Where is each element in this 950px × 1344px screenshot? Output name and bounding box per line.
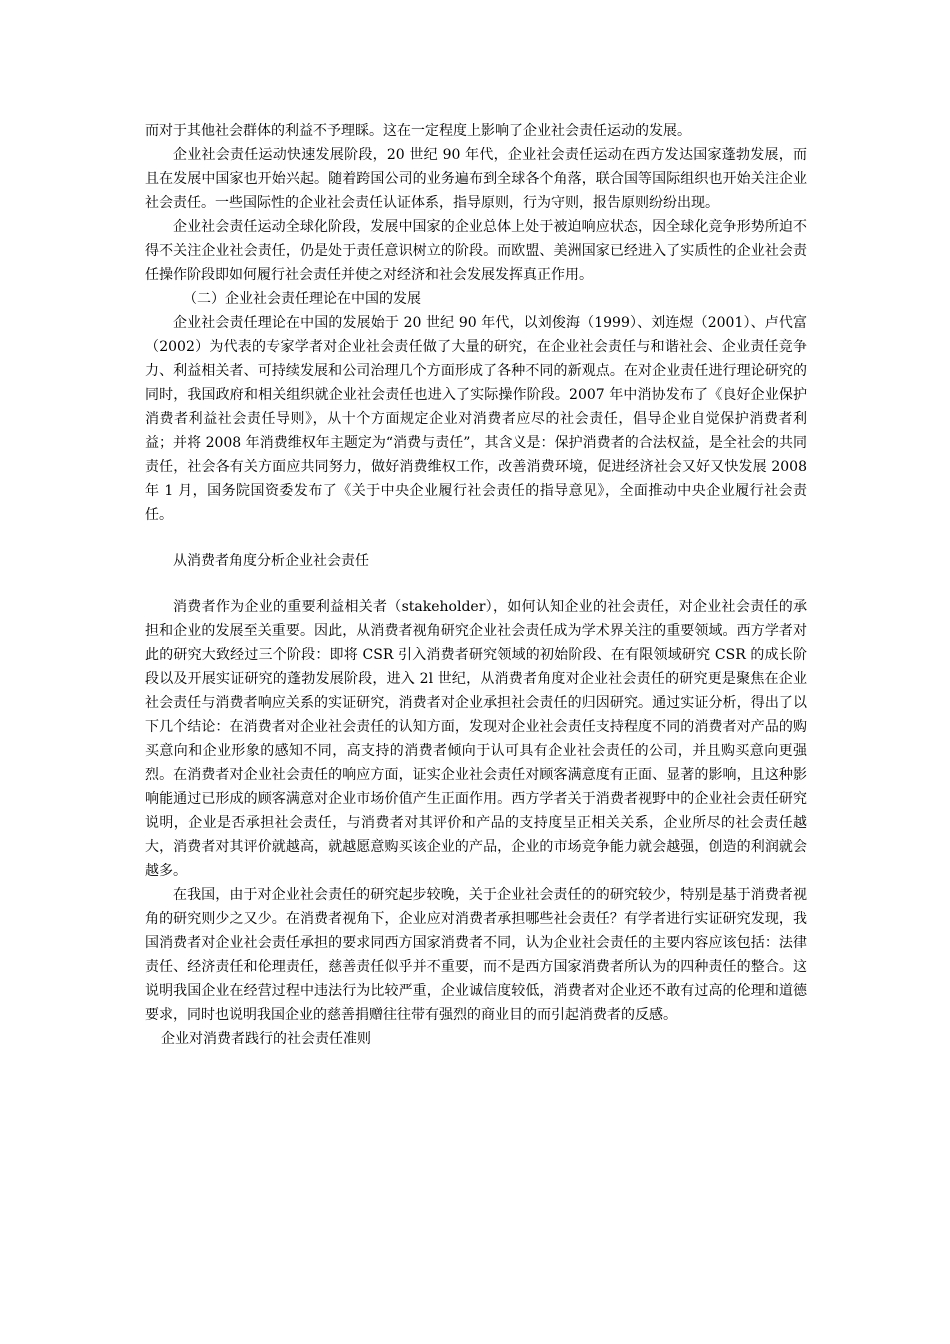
document-page: [145, 119, 807, 1051]
heading-consumer-csr-principles: 企业对消费者践行的社会责任准则: [161, 1031, 371, 1047]
paragraph-globalization: 企业社会责任运动全球化阶段，发展中国家的企业总体上处于被迫响应状态，因全球化竞争形势所迫不得不关注企业社会责任，仍是处于责任意识树立的阶段。而欧盟、美洲国家已经进入了实质性的企业社会责任操作阶段即如何履行社会责任并使之对经济和社会发展发挥真正作用。: [145, 219, 807, 283]
subheading-china-development: （二）企业社会责任理论在中国的发展: [183, 291, 421, 307]
paragraph-consumer-stakeholder: 消费者作为企业的重要利益相关者（stakeholder），如何认知企业的社会责任，对企业社会责任的承担和企业的发展至关重要。因此，从消费者视角研究企业社会责任成为学术界关注的重要领域。西方学者对此的研究大致经过三个阶段：即将 CSR 引入消费者研究领域的初始阶段、在有限领域研究 CSR 的成长阶段以及开展实证研究的蓬勃发展阶段，进入 2l 世纪，从消费者角度对企业社会责任的研究更是聚焦在企业社会责任与消费者响应关系的实证研究，消费者对企业承担社会责任的归因研究。通过实证分析，得出了以下几个结论：在消费者对企业社会责任的认知方面，发现对企业社会责任支持程度不同的消费者对产品的购买意向和企业形象的感知不同，高支持的消费者倾向于认可具有企业社会责任的公司，并且购买意向更强烈。在消费者对企业社会责任的响应方面，证实企业社会责任对顾客满意度有正面、显著的影响，且这种影响能通过已形成的顾客满意对企业市场价值产生正面作用。西方学者关于消费者视野中的企业社会责任研究说明，企业是否承担社会责任，与消费者对其评价和产品的支持度呈正相关关系，企业所尽的社会责任越大，消费者对其评价就越高，就越愿意购买该企业的产品，企业的市场竞争能力就会越强，创造的利润就会越多。: [145, 599, 807, 879]
section-title-consumer-perspective: 从消费者角度分析企业社会责任: [173, 553, 369, 569]
paragraph-continuation: 而对于其他社会群体的利益不予理睬。这在一定程度上影响了企业社会责任运动的发展。: [145, 123, 691, 139]
paragraph-rapid-development: 企业社会责任运动快速发展阶段，20 世纪 90 年代，企业社会责任运动在西方发达国家蓬勃发展，而且在发展中国家也开始兴起。随着跨国公司的业务遍布到全球各个角落，联合国等国际组织也开始关注企业社会责任。一些国际性的企业社会责任认证体系，指导原则，行为守则，报告原则纷纷出现。: [145, 147, 807, 211]
paragraph-china-development: 企业社会责任理论在中国的发展始于 20 世纪 90 年代，以刘俊海（1999）、刘连煜（2001）、卢代富（2002）为代表的专家学者对企业社会责任做了大量的研究，在企业社会责任与和谐社会、企业责任竞争力、利益相关者、可持续发展和公司治理几个方面形成了各种不同的新观点。在对企业责任进行理论研究的同时，我国政府和相关组织就企业社会责任也进入了实际操作阶段。2007 年中消协发布了《良好企业保护消费者利益社会责任导则》，从十个方面规定企业对消费者应尽的社会责任，倡导企业自觉保护消费者利益；并将 2008 年消费维权年主题定为“消费与责任”，其含义是：保护消费者的合法权益，是全社会的共同责任，社会各有关方面应共同努力，做好消费维权工作，改善消费环境，促进经济社会又好又快发展 2008 年 1 月，国务院国资委发布了《关于中央企业履行社会责任的指导意见》，全面推动中央企业履行社会责任。: [145, 315, 807, 523]
paragraph-china-consumer: 在我国，由于对企业社会责任的研究起步较晚，关于企业社会责任的的研究较少，特别是基于消费者视角的研究则少之又少。在消费者视角下，企业应对消费者承担哪些社会责任？有学者进行实证研究发现，我国消费者对企业社会责任承担的要求同西方国家消费者不同，认为企业社会责任的主要内容应该包括：法律责任、经济责任和伦理责任，慈善责任似乎并不重要，而不是西方国家消费者所认为的四种责任的整合。这说明我国企业在经营过程中违法行为比较严重，企业诚信度较低，消费者对企业还不敢有过高的伦理和道德要求，同时也说明我国企业的慈善捐赠往往带有强烈的商业目的而引起消费者的反感。: [145, 887, 807, 1023]
